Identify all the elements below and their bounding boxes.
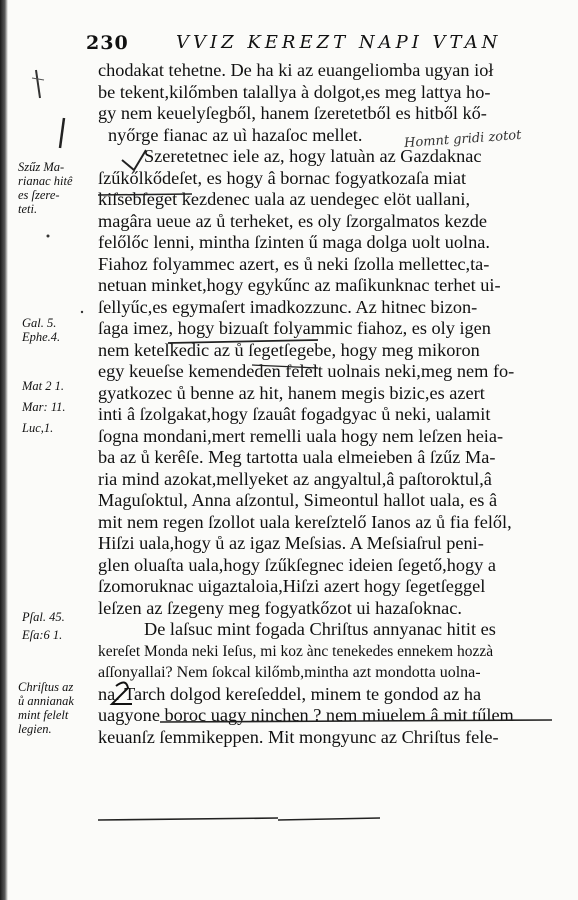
text-line: ſellyűc,es egymaſert imadkozzunc. Az hitnec bizon- (98, 296, 478, 317)
underline-mark (98, 818, 278, 820)
text-line: gyatkozec ů benne az hit, hanem megis bizic,es azert (98, 382, 485, 403)
page-header (86, 28, 566, 56)
margin-note-line: Pſal. 45. (22, 610, 65, 624)
text-line: kiſsebſeget kezdenec uala az uendegec elöt uallani, (98, 189, 471, 209)
pen-stroke-mark (36, 70, 40, 98)
page-gutter-shadow (0, 0, 8, 900)
text-line: chodakat tehetne. De ha ki az euangeliomba ugyan ioł (98, 60, 494, 80)
page-number: 230 (86, 32, 129, 54)
text-line: Szeretetnec iele az, hogy latuàn az Gazdaknac (144, 146, 482, 166)
margin-note-line: Eſa:6 1. (22, 628, 63, 642)
text-line: kereſet Monda neki Ieſus, mi koz ànc tenekedes ennekem hozzà (98, 642, 494, 660)
text-line: ſaga imez, hogy bizuaſt folyammic fiahoz, es oly igen (98, 318, 491, 338)
text-line: Hiſzi uala,hogy ů az igaz Meſsias. A Meſsiaſrul peni- (98, 533, 484, 553)
text-line: ſogna mondani,mert remelli uala hogy nem leſzen heia- (98, 425, 504, 446)
pen-stroke-mark (32, 78, 44, 80)
text-line: ſzűkőlkődeſet, es hogy â bornac fogyatkozaſa miat (98, 167, 467, 188)
margin-note-line: rianac hitê (18, 174, 73, 188)
ink-dot (47, 235, 50, 238)
text-line: ria mind azokat,mellyeket az angyaltul,â paſtoroktul,â (98, 468, 492, 489)
text-line: nyőrge fianac az uì hazaſoc mellet. (108, 124, 363, 145)
underline-mark (278, 818, 380, 820)
text-line: De laſsuc mint fogada Chriſtus annyanac hitit es (144, 619, 496, 639)
margin-note-line: ů annianak (18, 694, 74, 708)
margin-note-line: legien. (18, 722, 52, 736)
margin-note-line: teti. (18, 202, 38, 216)
ink-dot (81, 311, 83, 313)
margin-note (18, 680, 74, 736)
handwritten-annotation: Homnt gridi zotot (403, 127, 522, 152)
text-line: Maguſoktul, Anna aſzontul, Simeontul hallot uala, es â (98, 490, 498, 510)
margin-note-line: Gal. 5. (22, 316, 57, 330)
text-line: na. Tarch dolgod kereſeddel, minem te gondod az ha (98, 683, 482, 704)
text-line: leſzen az ſzegeny meg fogyatkőzot ui hazaſoknac. (98, 597, 462, 618)
body-text (98, 60, 560, 748)
text-line: inti â ſzolgakat,hogy ſzauât fogadgyac ů neki, ualamit (98, 404, 491, 424)
text-line: ba az ů kerêſe. Meg tartotta uala elmeieben â ſzűz Ma- (98, 447, 496, 467)
margin-note-line: Luc,1. (22, 421, 54, 435)
text-line: glen oluaſta uala,hogy ſzűkſegnec ideien ſegető,hogy a (98, 554, 496, 575)
text-line: magâra ueue az ů terheket, es oly ſzorgalmatos kezde (98, 210, 487, 231)
text-line: egy keueſse kemendeden felelt uolnais neki,meg nem fo- (98, 361, 515, 381)
margin-note-line: Ephe.4. (22, 330, 61, 344)
margin-note-line: Szűz Ma- (18, 160, 65, 174)
margin-note (22, 316, 60, 344)
margin-note-line: Mat 2 1. (22, 379, 65, 393)
text-line: keuanſz ſemmikeppen. Mit mongyunc az Chriſtus fele- (98, 726, 499, 747)
running-head: VVIZ KEREZT NAPI VTAN (176, 32, 502, 53)
text-line: nem ketelkedic az ů ſegetſegebe, hogy meg mikoron (98, 339, 480, 360)
margin-note (22, 376, 66, 439)
margin-note-line: es ſzere- (18, 188, 60, 202)
margin-note (18, 160, 73, 216)
text-line: netuan minket,hogy egykűnc az maſikunknac terhet ui- (98, 275, 501, 295)
text-line: uagyone boroc uagy ninchen ? nem miuelem â mit tűlem (98, 705, 514, 725)
margin-note-line: Chriſtus az (18, 680, 74, 694)
margin-note-line: Mar: 11. (22, 400, 66, 414)
text-line: Fiahoz folyammec azert, es ů neki ſzolla mellettec,ta- (98, 253, 490, 274)
text-line: mit nem regen ſzollot uala kereſztelő Ianos az ů fia felől, (98, 511, 512, 532)
text-line: felőlőc lenni, mintha ſzinten ű maga dolga uolt uolna. (98, 232, 490, 252)
text-line: ſzomoruknac uigaztaloia,Hiſzi azert hogy ſegetſeggel (98, 576, 486, 596)
text-line: aſſonyallai? Nem ſokcal kilőmb,mintha azt mondotta uolna- (98, 664, 481, 681)
margin-note (22, 608, 65, 644)
text-line: be tekent,kilőmben talallya à dolgot,es meg lattya ho- (98, 81, 491, 102)
margin-note-line: mint felelt (18, 708, 69, 722)
text-line: gy nem keuelyſegből, hanem ſzeretetből es hitből kő- (98, 103, 487, 123)
pen-stroke-mark (60, 118, 64, 148)
